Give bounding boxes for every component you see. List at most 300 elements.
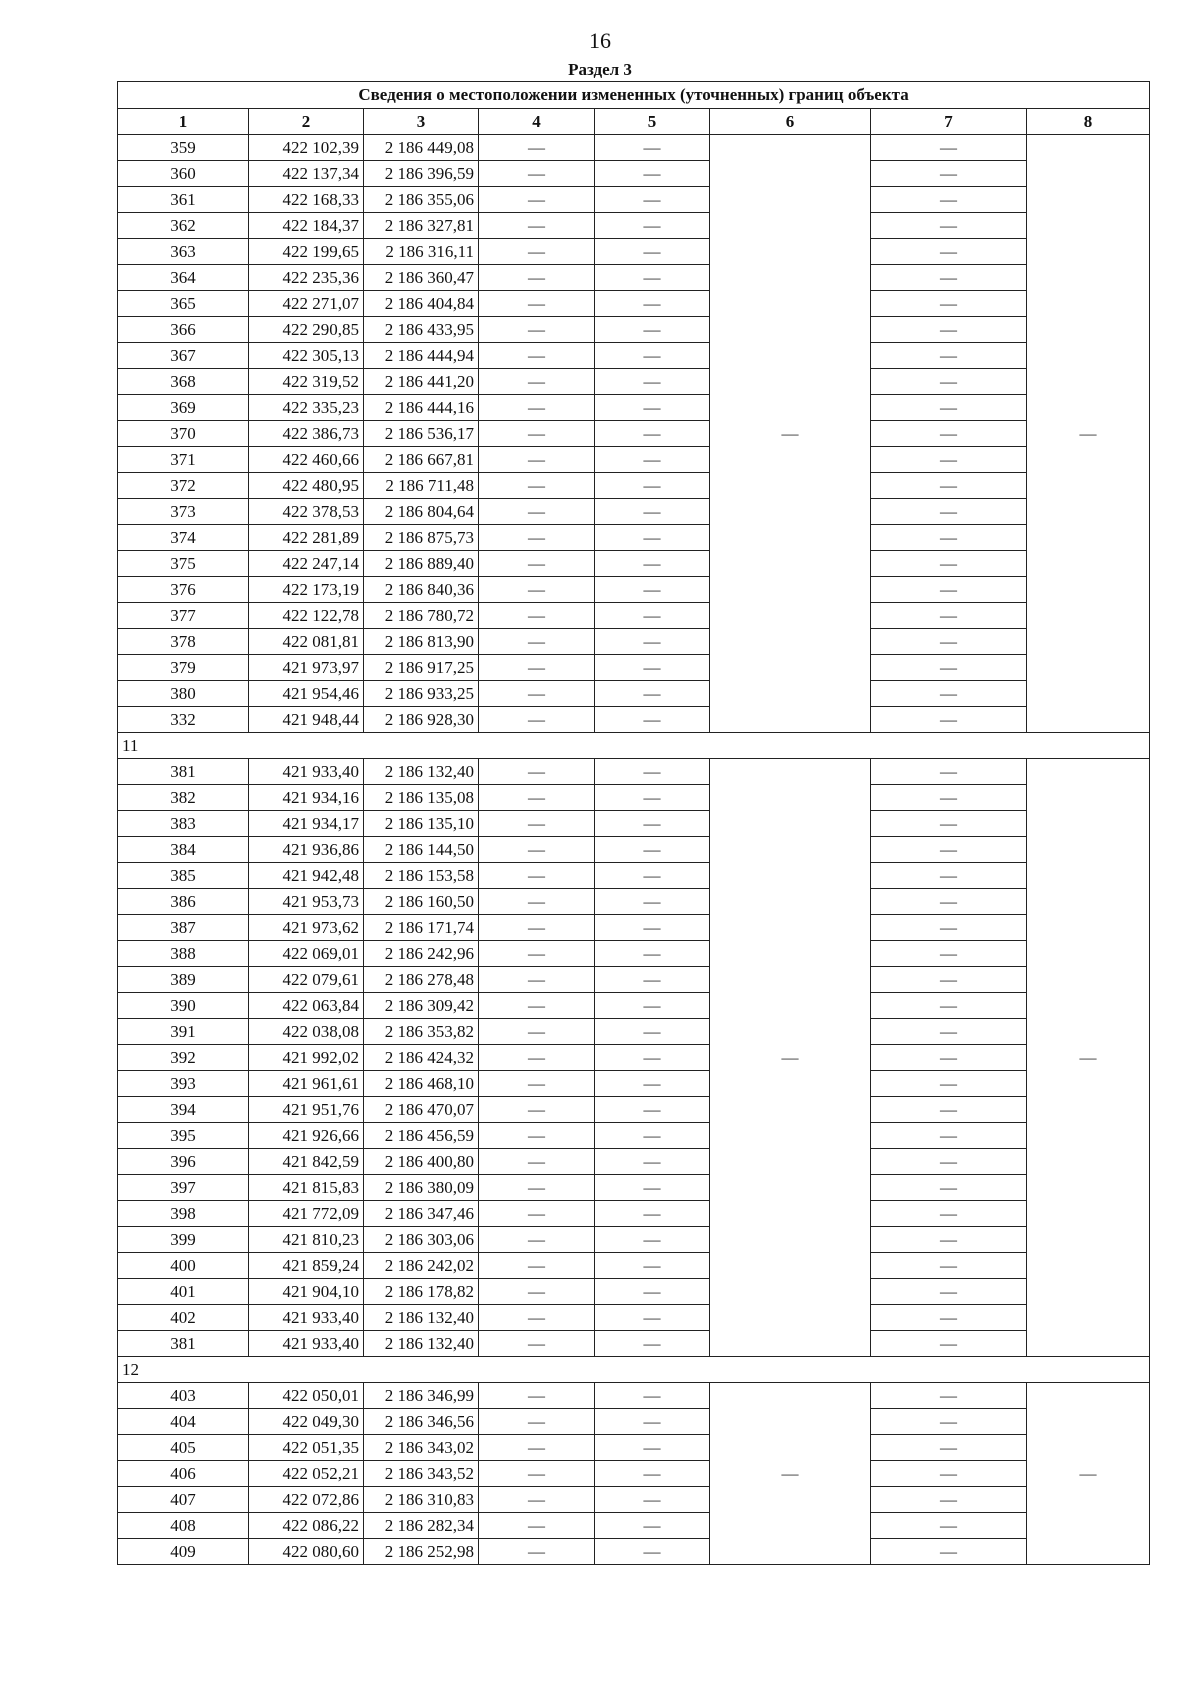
x-coordinate-cell: 421 973,97 (249, 655, 364, 681)
column-7-cell: — (871, 1487, 1027, 1513)
column-5-cell: — (595, 187, 710, 213)
table-row (118, 811, 1150, 837)
y-coordinate-cell: 2 186 347,46 (364, 1201, 479, 1227)
x-coordinate-cell: 422 069,01 (249, 941, 364, 967)
column-5-cell: — (595, 1461, 710, 1487)
column-7-cell: — (871, 707, 1027, 733)
y-coordinate-cell: 2 186 303,06 (364, 1227, 479, 1253)
point-number-cell: 383 (118, 811, 249, 837)
x-coordinate-cell: 421 926,66 (249, 1123, 364, 1149)
column-4-cell: — (479, 525, 595, 551)
point-number-cell: 388 (118, 941, 249, 967)
y-coordinate-cell: 2 186 667,81 (364, 447, 479, 473)
y-coordinate-cell: 2 186 780,72 (364, 603, 479, 629)
table-row (118, 1279, 1150, 1305)
y-coordinate-cell: 2 186 711,48 (364, 473, 479, 499)
column-4-cell: — (479, 811, 595, 837)
column-5-cell: — (595, 1071, 710, 1097)
table-row (118, 1539, 1150, 1565)
column-4-cell: — (479, 837, 595, 863)
column-4-cell: — (479, 941, 595, 967)
y-coordinate-cell: 2 186 355,06 (364, 187, 479, 213)
point-number-cell: 406 (118, 1461, 249, 1487)
x-coordinate-cell: 422 049,30 (249, 1409, 364, 1435)
column-5-cell: — (595, 707, 710, 733)
x-coordinate-cell: 422 335,23 (249, 395, 364, 421)
y-coordinate-cell: 2 186 310,83 (364, 1487, 479, 1513)
x-coordinate-cell: 422 080,60 (249, 1539, 364, 1565)
point-number-cell: 367 (118, 343, 249, 369)
table-row (118, 681, 1150, 707)
table-caption: Сведения о местоположении измененных (уточненных) границ объекта (118, 82, 1150, 109)
x-coordinate-cell: 422 184,37 (249, 213, 364, 239)
column-7-cell: — (871, 1331, 1027, 1357)
y-coordinate-cell: 2 186 928,30 (364, 707, 479, 733)
column-4-cell: — (479, 551, 595, 577)
x-coordinate-cell: 422 386,73 (249, 421, 364, 447)
point-number-cell: 370 (118, 421, 249, 447)
point-number-cell: 377 (118, 603, 249, 629)
table-row (118, 993, 1150, 1019)
column-5-cell: — (595, 603, 710, 629)
column-4-cell: — (479, 447, 595, 473)
x-coordinate-cell: 422 319,52 (249, 369, 364, 395)
column-4-cell: — (479, 1253, 595, 1279)
point-number-cell: 379 (118, 655, 249, 681)
column-4-cell: — (479, 1383, 595, 1409)
y-coordinate-cell: 2 186 433,95 (364, 317, 479, 343)
point-number-cell: 392 (118, 1045, 249, 1071)
x-coordinate-cell: 422 086,22 (249, 1513, 364, 1539)
y-coordinate-cell: 2 186 933,25 (364, 681, 479, 707)
point-number-cell: 378 (118, 629, 249, 655)
column-7-cell: — (871, 1071, 1027, 1097)
column-4-cell: — (479, 759, 595, 785)
column-4-cell: — (479, 993, 595, 1019)
column-4-cell: — (479, 1123, 595, 1149)
point-number-cell: 396 (118, 1149, 249, 1175)
y-coordinate-cell: 2 186 360,47 (364, 265, 479, 291)
point-number-cell: 408 (118, 1513, 249, 1539)
point-number-cell: 401 (118, 1279, 249, 1305)
x-coordinate-cell: 421 961,61 (249, 1071, 364, 1097)
x-coordinate-cell: 422 102,39 (249, 135, 364, 161)
column-7-cell: — (871, 265, 1027, 291)
x-coordinate-cell: 422 281,89 (249, 525, 364, 551)
column-7-cell: — (871, 369, 1027, 395)
column-7-cell: — (871, 785, 1027, 811)
point-number-cell: 381 (118, 759, 249, 785)
point-number-cell: 376 (118, 577, 249, 603)
table-row (118, 213, 1150, 239)
x-coordinate-cell: 422 137,34 (249, 161, 364, 187)
table-row (118, 265, 1150, 291)
table-row (118, 915, 1150, 941)
column-4-cell: — (479, 135, 595, 161)
column-5-cell: — (595, 525, 710, 551)
column-number: 3 (364, 109, 479, 135)
table-row (118, 1461, 1150, 1487)
column-7-cell: — (871, 473, 1027, 499)
y-coordinate-cell: 2 186 396,59 (364, 161, 479, 187)
x-coordinate-cell: 421 973,62 (249, 915, 364, 941)
x-coordinate-cell: 421 934,17 (249, 811, 364, 837)
column-7-cell: — (871, 1383, 1027, 1409)
table-row (118, 1331, 1150, 1357)
column-4-cell: — (479, 915, 595, 941)
table-row (118, 421, 1150, 447)
y-coordinate-cell: 2 186 353,82 (364, 1019, 479, 1045)
point-number-cell: 364 (118, 265, 249, 291)
column-5-cell: — (595, 863, 710, 889)
column-5-cell: — (595, 1045, 710, 1071)
x-coordinate-cell: 421 772,09 (249, 1201, 364, 1227)
y-coordinate-cell: 2 186 840,36 (364, 577, 479, 603)
column-4-cell: — (479, 187, 595, 213)
group-header-row (118, 733, 1150, 759)
column-5-cell: — (595, 941, 710, 967)
column-4-cell: — (479, 161, 595, 187)
x-coordinate-cell: 421 933,40 (249, 759, 364, 785)
column-7-cell: — (871, 317, 1027, 343)
group-label: 11 (118, 733, 1150, 759)
column-4-cell: — (479, 265, 595, 291)
table-row (118, 603, 1150, 629)
y-coordinate-cell: 2 186 316,11 (364, 239, 479, 265)
column-5-cell: — (595, 395, 710, 421)
column-5-cell: — (595, 1019, 710, 1045)
table-row (118, 967, 1150, 993)
y-coordinate-cell: 2 186 346,99 (364, 1383, 479, 1409)
x-coordinate-cell: 422 480,95 (249, 473, 364, 499)
column-4-cell: — (479, 889, 595, 915)
column-4-cell: — (479, 317, 595, 343)
table-row (118, 837, 1150, 863)
y-coordinate-cell: 2 186 153,58 (364, 863, 479, 889)
column-4-cell: — (479, 1487, 595, 1513)
column-5-cell: — (595, 629, 710, 655)
y-coordinate-cell: 2 186 135,08 (364, 785, 479, 811)
column-7-cell: — (871, 1305, 1027, 1331)
column-5-cell: — (595, 213, 710, 239)
x-coordinate-cell: 422 051,35 (249, 1435, 364, 1461)
y-coordinate-cell: 2 186 917,25 (364, 655, 479, 681)
table-row (118, 395, 1150, 421)
coordinates-table (117, 81, 1150, 1565)
column-7-cell: — (871, 1019, 1027, 1045)
table-row (118, 1409, 1150, 1435)
column-7-cell: — (871, 421, 1027, 447)
x-coordinate-cell: 421 948,44 (249, 707, 364, 733)
x-coordinate-cell: 421 936,86 (249, 837, 364, 863)
x-coordinate-cell: 421 904,10 (249, 1279, 364, 1305)
column-4-cell: — (479, 1331, 595, 1357)
column-number: 7 (871, 109, 1027, 135)
x-coordinate-cell: 421 951,76 (249, 1097, 364, 1123)
column-7-cell: — (871, 941, 1027, 967)
column-5-cell: — (595, 291, 710, 317)
y-coordinate-cell: 2 186 424,32 (364, 1045, 479, 1071)
point-number-cell: 362 (118, 213, 249, 239)
table-row (118, 551, 1150, 577)
column-5-cell: — (595, 239, 710, 265)
column-5-cell: — (595, 1149, 710, 1175)
column-5-cell: — (595, 993, 710, 1019)
x-coordinate-cell: 421 842,59 (249, 1149, 364, 1175)
point-number-cell: 382 (118, 785, 249, 811)
table-row (118, 291, 1150, 317)
column-7-cell: — (871, 343, 1027, 369)
column-4-cell: — (479, 1409, 595, 1435)
column-7-cell: — (871, 239, 1027, 265)
point-number-cell: 374 (118, 525, 249, 551)
x-coordinate-cell: 422 050,01 (249, 1383, 364, 1409)
y-coordinate-cell: 2 186 171,74 (364, 915, 479, 941)
column-5-cell: — (595, 1513, 710, 1539)
table-row (118, 187, 1150, 213)
column-4-cell: — (479, 1513, 595, 1539)
column-5-cell: — (595, 1383, 710, 1409)
x-coordinate-cell: 422 173,19 (249, 577, 364, 603)
column-7-cell: — (871, 889, 1027, 915)
table-row (118, 863, 1150, 889)
column-4-cell: — (479, 1435, 595, 1461)
column-7-cell: — (871, 499, 1027, 525)
column-7-cell: — (871, 759, 1027, 785)
column-7-cell: — (871, 1175, 1027, 1201)
y-coordinate-cell: 2 186 813,90 (364, 629, 479, 655)
column-7-cell: — (871, 1279, 1027, 1305)
y-coordinate-cell: 2 186 468,10 (364, 1071, 479, 1097)
column-number: 1 (118, 109, 249, 135)
table-row (118, 135, 1150, 161)
column-5-cell: — (595, 785, 710, 811)
point-number-cell: 371 (118, 447, 249, 473)
point-number-cell: 404 (118, 1409, 249, 1435)
table-row (118, 525, 1150, 551)
table-row (118, 707, 1150, 733)
column-4-cell: — (479, 1071, 595, 1097)
point-number-cell: 394 (118, 1097, 249, 1123)
x-coordinate-cell: 422 052,21 (249, 1461, 364, 1487)
column-4-cell: — (479, 603, 595, 629)
column-7-cell: — (871, 291, 1027, 317)
x-coordinate-cell: 421 953,73 (249, 889, 364, 915)
column-7-cell: — (871, 967, 1027, 993)
x-coordinate-cell: 422 290,85 (249, 317, 364, 343)
column-7-cell: — (871, 1149, 1027, 1175)
column-5-cell: — (595, 1097, 710, 1123)
column-5-cell: — (595, 1201, 710, 1227)
point-number-cell: 332 (118, 707, 249, 733)
column-5-cell: — (595, 1435, 710, 1461)
column-7-cell: — (871, 1461, 1027, 1487)
column-5-cell: — (595, 681, 710, 707)
point-number-cell: 395 (118, 1123, 249, 1149)
x-coordinate-cell: 421 942,48 (249, 863, 364, 889)
column-4-cell: — (479, 1045, 595, 1071)
column-7-cell: — (871, 1045, 1027, 1071)
x-coordinate-cell: 422 072,86 (249, 1487, 364, 1513)
column-number: 2 (249, 109, 364, 135)
column-6-merged-cell: — (710, 135, 871, 733)
table-row (118, 1227, 1150, 1253)
column-7-cell: — (871, 187, 1027, 213)
x-coordinate-cell: 422 378,53 (249, 499, 364, 525)
y-coordinate-cell: 2 186 178,82 (364, 1279, 479, 1305)
table-row (118, 1253, 1150, 1279)
column-7-cell: — (871, 1227, 1027, 1253)
column-5-cell: — (595, 369, 710, 395)
x-coordinate-cell: 421 954,46 (249, 681, 364, 707)
column-5-cell: — (595, 1227, 710, 1253)
point-number-cell: 399 (118, 1227, 249, 1253)
x-coordinate-cell: 422 305,13 (249, 343, 364, 369)
column-7-cell: — (871, 395, 1027, 421)
y-coordinate-cell: 2 186 804,64 (364, 499, 479, 525)
column-number-row (118, 109, 1150, 135)
column-4-cell: — (479, 1175, 595, 1201)
x-coordinate-cell: 422 199,65 (249, 239, 364, 265)
x-coordinate-cell: 422 247,14 (249, 551, 364, 577)
column-5-cell: — (595, 265, 710, 291)
y-coordinate-cell: 2 186 132,40 (364, 1305, 479, 1331)
column-7-cell: — (871, 1435, 1027, 1461)
y-coordinate-cell: 2 186 536,17 (364, 421, 479, 447)
y-coordinate-cell: 2 186 242,02 (364, 1253, 479, 1279)
table-row (118, 447, 1150, 473)
y-coordinate-cell: 2 186 327,81 (364, 213, 479, 239)
column-number: 4 (479, 109, 595, 135)
table-row (118, 1487, 1150, 1513)
table-row (118, 941, 1150, 967)
column-5-cell: — (595, 837, 710, 863)
column-5-cell: — (595, 1279, 710, 1305)
y-coordinate-cell: 2 186 470,07 (364, 1097, 479, 1123)
point-number-cell: 398 (118, 1201, 249, 1227)
table-row (118, 1071, 1150, 1097)
table-row (118, 655, 1150, 681)
x-coordinate-cell: 421 815,83 (249, 1175, 364, 1201)
y-coordinate-cell: 2 186 242,96 (364, 941, 479, 967)
column-4-cell: — (479, 1227, 595, 1253)
table-row (118, 239, 1150, 265)
column-5-cell: — (595, 811, 710, 837)
y-coordinate-cell: 2 186 282,34 (364, 1513, 479, 1539)
y-coordinate-cell: 2 186 404,84 (364, 291, 479, 317)
column-4-cell: — (479, 421, 595, 447)
column-5-cell: — (595, 343, 710, 369)
column-4-cell: — (479, 343, 595, 369)
x-coordinate-cell: 422 460,66 (249, 447, 364, 473)
table-row (118, 1149, 1150, 1175)
y-coordinate-cell: 2 186 875,73 (364, 525, 479, 551)
table-row (118, 343, 1150, 369)
table-row (118, 1123, 1150, 1149)
x-coordinate-cell: 421 992,02 (249, 1045, 364, 1071)
point-number-cell: 365 (118, 291, 249, 317)
y-coordinate-cell: 2 186 343,52 (364, 1461, 479, 1487)
column-5-cell: — (595, 1175, 710, 1201)
x-coordinate-cell: 421 859,24 (249, 1253, 364, 1279)
column-4-cell: — (479, 1201, 595, 1227)
table-row (118, 369, 1150, 395)
column-5-cell: — (595, 447, 710, 473)
x-coordinate-cell: 422 079,61 (249, 967, 364, 993)
point-number-cell: 373 (118, 499, 249, 525)
column-5-cell: — (595, 1305, 710, 1331)
y-coordinate-cell: 2 186 449,08 (364, 135, 479, 161)
y-coordinate-cell: 2 186 444,16 (364, 395, 479, 421)
point-number-cell: 381 (118, 1331, 249, 1357)
column-5-cell: — (595, 421, 710, 447)
column-4-cell: — (479, 1097, 595, 1123)
table-row (118, 629, 1150, 655)
y-coordinate-cell: 2 186 441,20 (364, 369, 479, 395)
y-coordinate-cell: 2 186 400,80 (364, 1149, 479, 1175)
y-coordinate-cell: 2 186 132,40 (364, 1331, 479, 1357)
y-coordinate-cell: 2 186 252,98 (364, 1539, 479, 1565)
x-coordinate-cell: 421 934,16 (249, 785, 364, 811)
column-4-cell: — (479, 395, 595, 421)
column-8-merged-cell: — (1027, 1383, 1150, 1565)
column-7-cell: — (871, 837, 1027, 863)
column-7-cell: — (871, 1539, 1027, 1565)
column-7-cell: — (871, 603, 1027, 629)
column-number: 6 (710, 109, 871, 135)
column-7-cell: — (871, 447, 1027, 473)
x-coordinate-cell: 422 081,81 (249, 629, 364, 655)
table-row (118, 1045, 1150, 1071)
point-number-cell: 400 (118, 1253, 249, 1279)
column-8-merged-cell: — (1027, 759, 1150, 1357)
y-coordinate-cell: 2 186 456,59 (364, 1123, 479, 1149)
column-4-cell: — (479, 1149, 595, 1175)
point-number-cell: 393 (118, 1071, 249, 1097)
column-7-cell: — (871, 135, 1027, 161)
point-number-cell: 391 (118, 1019, 249, 1045)
table-row (118, 1097, 1150, 1123)
column-4-cell: — (479, 681, 595, 707)
point-number-cell: 385 (118, 863, 249, 889)
section-title: Раздел 3 (568, 60, 632, 79)
column-5-cell: — (595, 967, 710, 993)
column-5-cell: — (595, 915, 710, 941)
point-number-cell: 386 (118, 889, 249, 915)
y-coordinate-cell: 2 186 278,48 (364, 967, 479, 993)
point-number-cell: 369 (118, 395, 249, 421)
y-coordinate-cell: 2 186 144,50 (364, 837, 479, 863)
point-number-cell: 380 (118, 681, 249, 707)
table-row (118, 1383, 1150, 1409)
column-5-cell: — (595, 889, 710, 915)
column-4-cell: — (479, 1461, 595, 1487)
column-7-cell: — (871, 915, 1027, 941)
column-7-cell: — (871, 161, 1027, 187)
group-label: 12 (118, 1357, 1150, 1383)
column-5-cell: — (595, 1539, 710, 1565)
y-coordinate-cell: 2 186 160,50 (364, 889, 479, 915)
column-7-cell: — (871, 811, 1027, 837)
point-number-cell: 368 (118, 369, 249, 395)
column-7-cell: — (871, 1513, 1027, 1539)
column-7-cell: — (871, 629, 1027, 655)
column-6-merged-cell: — (710, 1383, 871, 1565)
column-4-cell: — (479, 1305, 595, 1331)
table-row (118, 499, 1150, 525)
table-row (118, 577, 1150, 603)
point-number-cell: 384 (118, 837, 249, 863)
